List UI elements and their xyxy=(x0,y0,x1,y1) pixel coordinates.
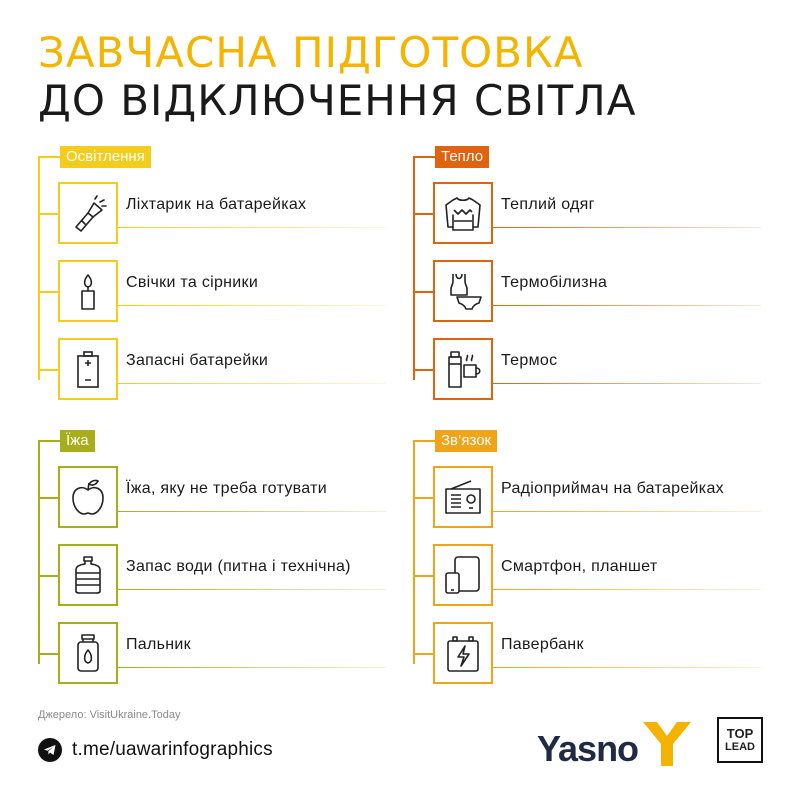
list-item xyxy=(413,182,773,244)
item-label: Пальник xyxy=(126,636,191,653)
toplead-line-1: TOP xyxy=(726,725,754,741)
gas-burner-icon xyxy=(68,633,108,673)
telegram-icon xyxy=(38,738,62,762)
flashlight-icon xyxy=(68,193,108,233)
title-line-2: ДО ВІДКЛЮЧЕННЯ СВІТЛА xyxy=(38,76,637,125)
section-food-badge: Їжа xyxy=(60,430,95,452)
apple-icon xyxy=(68,477,108,517)
item-label: Павербанк xyxy=(501,636,584,653)
powerbank-icon xyxy=(443,633,483,673)
yasno-y-mark-icon xyxy=(641,716,693,768)
item-label: Смартфон, планшет xyxy=(501,558,658,575)
item-label: Радіоприймач на батарейках xyxy=(501,480,724,497)
list-item xyxy=(38,544,398,606)
list-item xyxy=(38,622,398,684)
thermos-icon xyxy=(443,349,483,389)
section-communication xyxy=(413,430,773,690)
list-item xyxy=(413,260,773,322)
item-label: Теплий одяг xyxy=(501,196,595,213)
yasno-logo xyxy=(537,716,697,772)
thermal-underwear-icon xyxy=(443,271,483,311)
item-label: Свічки та сірники xyxy=(126,274,259,291)
battery-icon xyxy=(68,349,108,389)
item-label: Термобілизна xyxy=(501,274,608,291)
list-item xyxy=(38,260,398,322)
list-item xyxy=(413,622,773,684)
list-item xyxy=(413,338,773,400)
sweater-icon xyxy=(443,193,483,233)
title-line-1: ЗАВЧАСНА ПІДГОТОВКА xyxy=(38,28,584,77)
list-item xyxy=(38,466,398,528)
item-label: Їжа, яку не треба готувати xyxy=(126,480,327,497)
section-communication-badge: Зв’язок xyxy=(435,430,497,452)
source-note: Джерело: VisitUkraine.Today xyxy=(38,709,181,721)
item-label: Ліхтарик на батарейках xyxy=(126,196,307,213)
section-food xyxy=(38,430,398,690)
section-lighting-badge: Освітлення xyxy=(60,146,151,168)
section-lighting xyxy=(38,146,398,406)
section-heat-badge: Тепло xyxy=(435,146,489,168)
smartphone-tablet-icon xyxy=(443,555,483,595)
candle-icon xyxy=(68,271,108,311)
list-item xyxy=(413,544,773,606)
toplead-line-2: LEAD xyxy=(725,740,755,753)
section-heat xyxy=(413,146,773,406)
list-item xyxy=(38,338,398,400)
radio-icon xyxy=(443,477,483,517)
list-item xyxy=(38,182,398,244)
yasno-wordmark: Yasno xyxy=(537,728,639,769)
item-label: Запасні батарейки xyxy=(126,352,269,369)
telegram-link[interactable] xyxy=(38,738,273,762)
telegram-handle: t.me/uawarinfographics xyxy=(72,739,273,760)
item-label: Запас води (питна і технічна) xyxy=(126,558,351,575)
item-label: Термос xyxy=(501,352,558,369)
toplead-logo xyxy=(717,717,763,763)
water-bottle-icon xyxy=(68,555,108,595)
list-item xyxy=(413,466,773,528)
